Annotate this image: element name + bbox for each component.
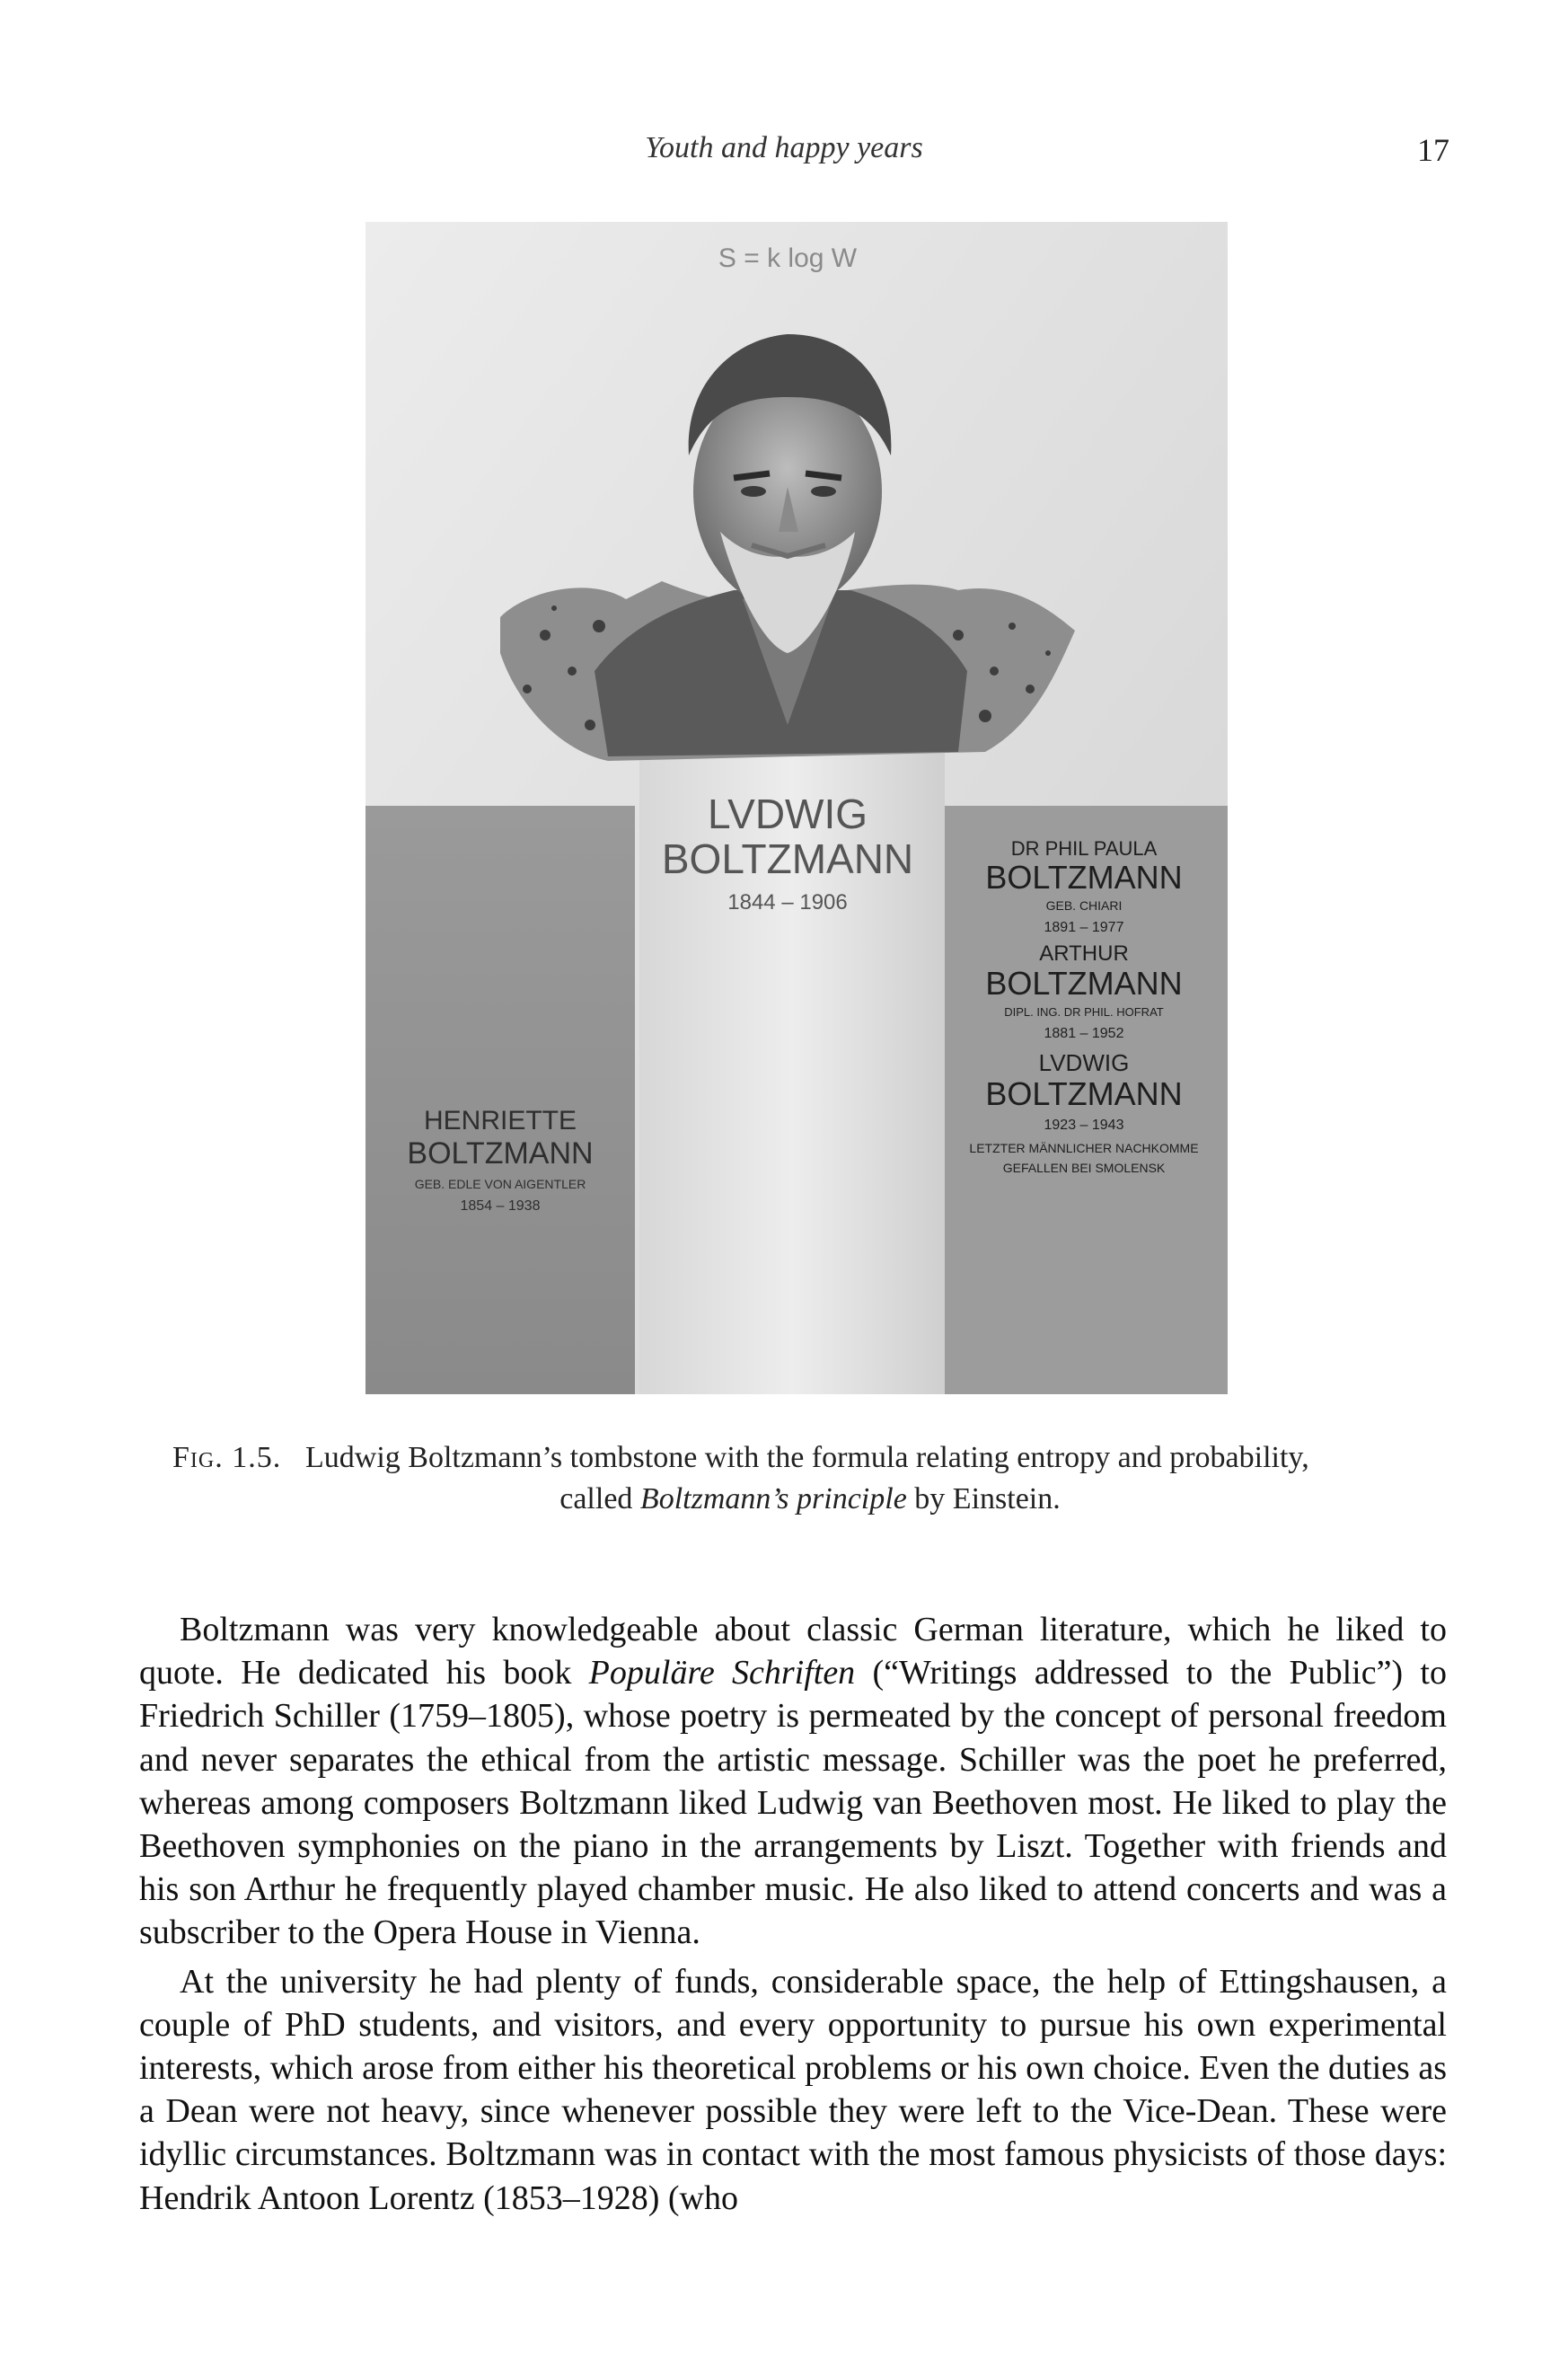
paragraph-1-start: Boltzmann was very knowledgeable about classic German literature, which he liked to quote. He dedicated his book	[139, 1611, 1447, 1692]
left-slab	[366, 806, 635, 1394]
formula-inscription: S = k log W	[718, 243, 858, 273]
right-e1-sub: GEB. CHIARI	[1045, 898, 1123, 913]
paragraph-1-end: (“Writings addressed to the Public”) to Friedrich Schiller (1759–1805), whose poetry is permeated by the concept of personal freedom and never separates the ethical from the artistic message. Schiller was the poet he preferred, whereas among composers Boltzmann liked Ludwig van Beethoven most. He liked to play the Beethoven symphonies on the piano in the arrangements by Liszt. Together with friends and his son Arthur he frequently played chamber music. He also liked to attend concerts and was a subscriber to the Opera House in Vienna.	[139, 1654, 1447, 1952]
left-dates: 1854 – 1938	[460, 1198, 541, 1214]
running-head	[0, 131, 1568, 176]
right-e3-name: BOLTZMANN	[985, 1075, 1183, 1112]
left-line2: BOLTZMANN	[407, 1136, 594, 1171]
right-e2-title: ARTHUR	[1039, 941, 1129, 966]
caption-prefix: called	[559, 1482, 640, 1515]
right-e3-sub1: LETZTER MÄNNLICHER NACHKOMME	[969, 1141, 1199, 1155]
left-line3: GEB. EDLE VON AIGENTLER	[414, 1177, 586, 1191]
tombstone-photo	[366, 222, 1228, 1394]
tombstone-illustration	[366, 222, 1228, 1394]
left-line1: HENRIETTE	[423, 1106, 577, 1135]
caption-line2	[172, 1479, 1448, 1520]
paragraph-2: At the university he had plenty of funds, considerable space, the help of Ettingshausen, a couple of PhD students, and visitors, and every opportunity to pursue his own experimental interests, which arose from either his theoretical problems or his own choice. Even the duties as a Dean were not heavy, since whenever possible they were left to the Vice-Dean. These were idyllic circumstances. Boltzmann was in contact with the most famous physicists of those days: Hendrik Antoon Lorentz (1853–1928) (who	[139, 1962, 1447, 2217]
right-e3-sub2: GEFALLEN BEI SMOLENSK	[1002, 1161, 1166, 1175]
caption-label: Fig. 1.5.	[172, 1441, 282, 1474]
right-e1-dates: 1891 – 1977	[1044, 920, 1124, 935]
figure-caption	[172, 1437, 1448, 1520]
right-e3-dates: 1923 – 1943	[1044, 1118, 1124, 1133]
center-dates: 1844 – 1906	[727, 890, 848, 915]
center-line1: LVDWIG	[707, 791, 868, 837]
right-e3-title: LVDWIG	[1038, 1049, 1130, 1076]
caption-italic: Boltzmann’s principle	[639, 1482, 907, 1515]
body-text	[139, 1608, 1447, 2220]
book-title: Populäre Schriften	[588, 1654, 856, 1692]
center-line2: BOLTZMANN	[661, 835, 914, 882]
page-number: 17	[1417, 132, 1449, 168]
right-e1-title: DR PHIL PAULA	[1010, 837, 1158, 860]
right-e1-name: BOLTZMANN	[985, 859, 1183, 896]
running-title: Youth and happy years	[645, 131, 923, 164]
caption-line1	[172, 1437, 1448, 1479]
paragraph-1	[139, 1608, 1447, 1955]
right-e2-sub: DIPL. ING. DR PHIL. HOFRAT	[1004, 1005, 1164, 1019]
caption-text: Ludwig Boltzmann’s tombstone with the formula relating entropy and probability,	[305, 1441, 1309, 1474]
caption-suffix: by Einstein.	[906, 1482, 1061, 1515]
right-e2-dates: 1881 – 1952	[1044, 1026, 1124, 1041]
right-e2-name: BOLTZMANN	[985, 965, 1183, 1002]
